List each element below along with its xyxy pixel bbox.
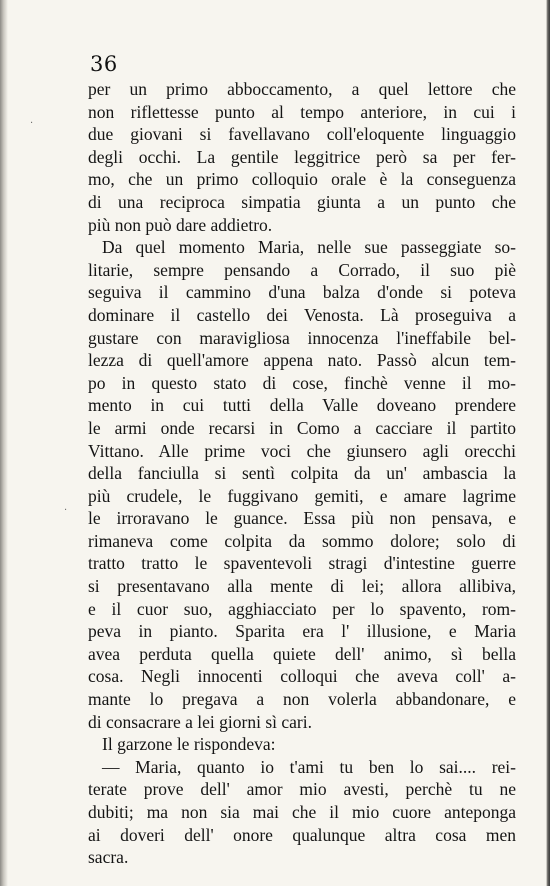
- text-line: po in questo stato di cose, finchè venne il mo-: [88, 372, 516, 393]
- text-line: due giovani si favellavano coll'eloquente linguaggio: [88, 124, 516, 145]
- page-outer-edge: [546, 0, 550, 886]
- text-line: più non può dare addietro.: [88, 214, 273, 235]
- body-text: [88, 78, 516, 869]
- page-number: 36: [90, 52, 118, 76]
- text-line: più crudele, le fuggivano gemiti, e amare lagrime: [88, 485, 516, 506]
- text-line: Il garzone le rispondeva:: [102, 734, 276, 755]
- text-line: e il cuor suo, agghiacciato per lo spavento, rom-: [88, 598, 516, 619]
- text-line: non riflettesse punto al tempo anteriore, in cui i: [88, 101, 516, 122]
- text-line: rimaneva come colpita da sommo dolore; solo di: [88, 530, 516, 551]
- text-line: litarie, sempre pensando a Corrado, il suo piè: [88, 259, 516, 280]
- text-line: terate prove dell' amor mio avesti, perchè tu ne: [88, 779, 516, 800]
- text-line: cosa. Negli innocenti colloqui che aveva coll' a-: [88, 666, 516, 687]
- text-line: per un primo abboccamento, a quel lettore che: [88, 79, 516, 99]
- scan-speck: ·: [64, 505, 68, 516]
- text-line: sacra.: [88, 847, 129, 868]
- text-line: lezza di quell'amore appena nato. Passò alcun tem-: [88, 350, 516, 371]
- text-line: degli occhi. La gentile leggitrice però sa per fer-: [88, 146, 516, 167]
- text-line: mo, che un primo colloquio orale è la conseguenza: [88, 169, 516, 190]
- text-line: — Maria, quanto io t'ami tu ben lo sai.... rei-: [102, 756, 516, 777]
- text-line: di consacrare a lei giorni sì cari.: [88, 711, 312, 732]
- text-line: di una reciproca simpatia giunta a un punto che: [88, 191, 516, 212]
- text-line: gustare con maravigliosa innocenza l'ineffabile bel-: [88, 327, 516, 348]
- text-line: avea perduta quella quiete dell' animo, sì bella: [88, 643, 516, 664]
- text-line: mento in cui tutti della Valle doveano prendere: [88, 395, 516, 416]
- text-line: mante lo pregava a non volerla abbandonare, e: [88, 689, 516, 710]
- text-line: dubiti; ma non sia mai che il mio cuore anteponga: [88, 802, 516, 822]
- text-line: Vittano. Alle prime voci che giunsero agli orecchi: [88, 440, 516, 461]
- text-line: le armi onde recarsi in Como a cacciare il partito: [88, 417, 516, 438]
- text-line: le irroravano le guance. Essa più non pensava, e: [88, 508, 516, 529]
- text-line: peva in pianto. Sparita era l' illusione, e Maria: [88, 621, 516, 642]
- text-line: ai doveri dell' onore qualunque altra cosa men: [88, 824, 516, 845]
- text-line: seguiva il cammino d'una balza d'onde si poteva: [88, 282, 516, 303]
- text-line: Da quel momento Maria, nelle sue passeggiate so-: [102, 237, 516, 258]
- text-line: si presentavano alla mente di lei; allora allibiva,: [88, 576, 516, 597]
- text-line: tratto tratto le spaventevoli stragi d'intestine guerre: [88, 553, 516, 574]
- scan-speck: ·: [30, 118, 34, 129]
- page-binding-edge: [0, 0, 8, 886]
- text-line: dominare il castello dei Venosta. Là proseguiva a: [88, 304, 516, 325]
- text-line: della fanciulla si sentì colpita da un' ambascia la: [88, 463, 516, 484]
